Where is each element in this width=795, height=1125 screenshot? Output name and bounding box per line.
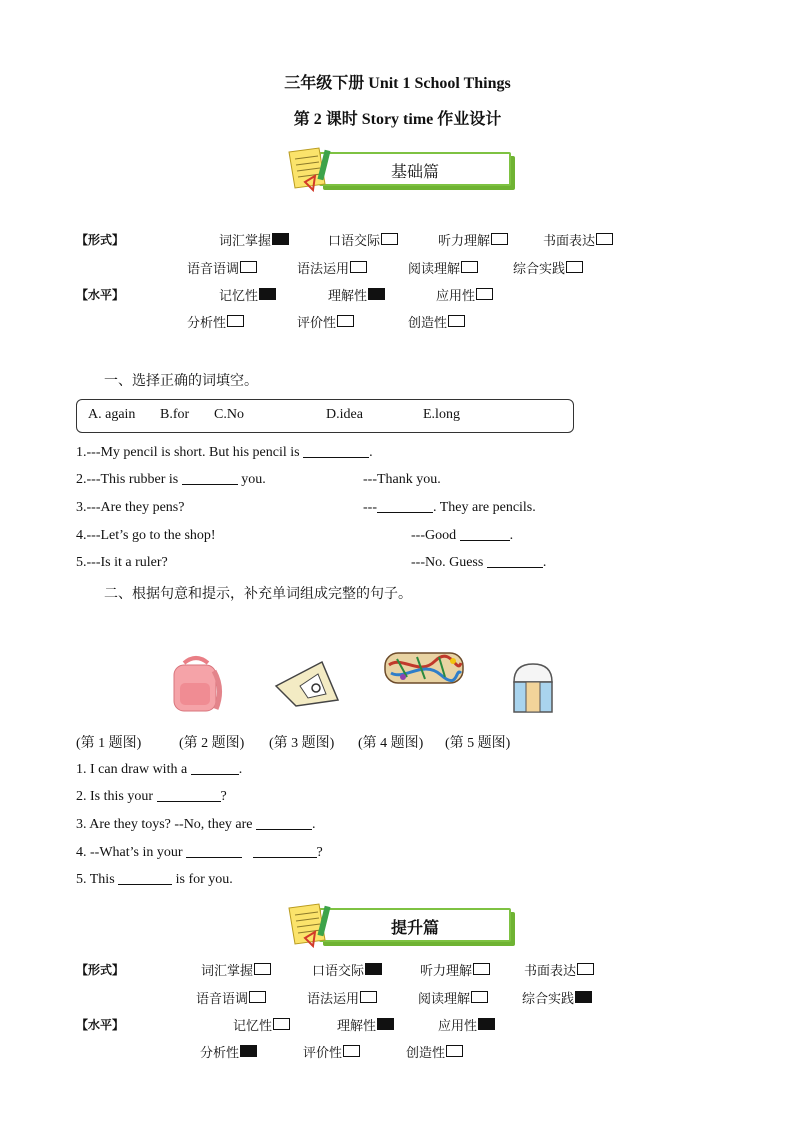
checkbox-label: 创造性: [408, 316, 448, 331]
reply-5: ---No. Guess .: [411, 555, 547, 570]
checkbox-label: 词汇掌握: [219, 234, 272, 249]
checkbox-label: 词汇掌握: [201, 964, 254, 979]
pencil-case-icon: [383, 647, 467, 689]
form-label: 【形式】: [76, 233, 125, 247]
checkbox-option: [201, 960, 271, 979]
checkbox-option: [200, 1042, 257, 1061]
checked-box[interactable]: [368, 288, 385, 300]
checkbox-option: [187, 258, 257, 277]
picture-caption: (第 5 题图): [445, 736, 511, 751]
checkbox-option: [408, 312, 465, 331]
checkbox-option: [543, 230, 613, 249]
checkbox-label: 分析性: [200, 1046, 240, 1061]
word-option: E.long: [423, 407, 460, 422]
checkbox-label: 分析性: [187, 316, 227, 331]
question-2: 2.---This rubber is you.: [76, 472, 266, 487]
unchecked-box[interactable]: [227, 315, 244, 327]
picture-caption: (第 4 题图): [358, 736, 424, 751]
section1-heading: 一、选择正确的词填空。: [104, 373, 258, 389]
answer-blank[interactable]: [377, 500, 433, 513]
sentence-5: 5. This is for you.: [76, 872, 233, 887]
unchecked-box[interactable]: [240, 261, 257, 273]
checkbox-option: [438, 1015, 495, 1034]
checkbox-label: 理解性: [328, 289, 368, 304]
answer-blank[interactable]: [460, 528, 510, 541]
page-subtitle: 第 2 课时 Story time 作业设计: [293, 111, 502, 128]
question-1: 1.---My pencil is short. But his pencil is .: [76, 445, 373, 460]
section-banner-basic: [285, 146, 515, 190]
checkbox-option: [418, 988, 488, 1007]
checkbox-option: [337, 1015, 394, 1034]
checkbox-option: [303, 1042, 360, 1061]
question-3: 3.---Are they pens?: [76, 500, 185, 515]
unchecked-box[interactable]: [249, 991, 266, 1003]
checkbox-label: 口语交际: [328, 234, 381, 249]
answer-blank[interactable]: [191, 762, 239, 775]
checkbox-label: 语法运用: [307, 992, 360, 1007]
question-5: 5.---Is it a ruler?: [76, 555, 168, 570]
question-4: 4.---Let’s go to the shop!: [76, 528, 216, 543]
checkbox-label: 综合实践: [522, 992, 575, 1007]
unchecked-box[interactable]: [471, 991, 488, 1003]
answer-blank[interactable]: [186, 845, 242, 858]
reply-2: ---Thank you.: [363, 472, 441, 487]
checkbox-label: 阅读理解: [418, 992, 471, 1007]
picture-caption: (第 1 题图): [76, 736, 142, 751]
sentence-4: 4. --What’s in your ?: [76, 845, 323, 860]
checked-box[interactable]: [365, 963, 382, 975]
answer-blank[interactable]: [253, 845, 317, 858]
checkbox-option: [406, 1042, 463, 1061]
unchecked-box[interactable]: [273, 1018, 290, 1030]
checkbox-label: 应用性: [436, 289, 476, 304]
checkbox-label: 记忆性: [219, 289, 259, 304]
checkbox-option: [187, 312, 244, 331]
unchecked-box[interactable]: [448, 315, 465, 327]
checkbox-label: 评价性: [303, 1046, 343, 1061]
word-option: C.No: [214, 407, 244, 422]
checkbox-label: 书面表达: [543, 234, 596, 249]
unchecked-box[interactable]: [343, 1045, 360, 1057]
checked-box[interactable]: [272, 233, 289, 245]
checkbox-option: [312, 960, 382, 979]
sentence-1: 1. I can draw with a .: [76, 762, 243, 777]
checkbox-option: [233, 1015, 290, 1034]
checkbox-option: [522, 988, 592, 1007]
pencil-sharpener-bag-icon: [510, 662, 556, 714]
checked-box[interactable]: [478, 1018, 495, 1030]
checkbox-label: 综合实践: [513, 262, 566, 277]
checkbox-option: [438, 230, 508, 249]
checked-box[interactable]: [259, 288, 276, 300]
checkbox-label: 应用性: [438, 1019, 478, 1034]
checkbox-label: 书面表达: [524, 964, 577, 979]
checkbox-label: 记忆性: [233, 1019, 273, 1034]
picture-caption: (第 2 题图): [179, 736, 245, 751]
checkbox-option: [307, 988, 377, 1007]
checked-box[interactable]: [240, 1045, 257, 1057]
checked-box[interactable]: [575, 991, 592, 1003]
page-title: 三年级下册 Unit 1 School Things: [284, 75, 511, 92]
checkbox-option: [196, 988, 266, 1007]
checkbox-label: 听力理解: [438, 234, 491, 249]
sentence-3: 3. Are they toys? --No, they are .: [76, 817, 316, 832]
checkbox-label: 阅读理解: [408, 262, 461, 277]
unchecked-box[interactable]: [476, 288, 493, 300]
unchecked-box[interactable]: [446, 1045, 463, 1057]
answer-blank[interactable]: [487, 555, 543, 568]
banner-label: 基础篇: [390, 162, 439, 181]
unchecked-box[interactable]: [461, 261, 478, 273]
checkbox-option: [297, 258, 367, 277]
unchecked-box[interactable]: [254, 963, 271, 975]
form-label: 【形式】: [76, 963, 125, 977]
banner-label: 提升篇: [390, 918, 439, 937]
checkbox-label: 创造性: [406, 1046, 446, 1061]
unchecked-box[interactable]: [491, 233, 508, 245]
answer-blank[interactable]: [182, 472, 238, 485]
answer-blank[interactable]: [157, 789, 221, 802]
word-option: B.for: [160, 407, 190, 422]
word-bank-box: [76, 399, 574, 433]
checked-box[interactable]: [377, 1018, 394, 1030]
section-banner-advanced: [285, 902, 515, 946]
checkbox-option: [219, 230, 289, 249]
unchecked-box[interactable]: [577, 963, 594, 975]
unchecked-box[interactable]: [360, 991, 377, 1003]
checkbox-label: 语法运用: [297, 262, 350, 277]
checkbox-option: [524, 960, 594, 979]
notepad-pencil-icon: [285, 146, 337, 192]
level-label: 【水平】: [76, 1018, 125, 1032]
unchecked-box[interactable]: [596, 233, 613, 245]
set-square-icon: [274, 660, 342, 710]
checkbox-option: [408, 258, 478, 277]
answer-blank[interactable]: [118, 872, 172, 885]
checkbox-option: [328, 285, 385, 304]
word-option: D.idea: [326, 407, 363, 422]
reply-3: --- . They are pencils.: [363, 500, 536, 515]
checkbox-label: 理解性: [337, 1019, 377, 1034]
picture-caption: (第 3 题图): [269, 736, 335, 751]
section2-heading: 二、根据句意和提示，补充单词组成完整的句子。: [104, 586, 412, 602]
word-option: A. again: [88, 407, 136, 422]
answer-blank[interactable]: [256, 817, 312, 830]
checkbox-option: [513, 258, 583, 277]
unchecked-box[interactable]: [381, 233, 398, 245]
notepad-pencil-icon: [285, 902, 337, 948]
checkbox-label: 语音语调: [196, 992, 249, 1007]
sentence-2: 2. Is this your ?: [76, 789, 227, 804]
unchecked-box[interactable]: [350, 261, 367, 273]
checkbox-label: 评价性: [297, 316, 337, 331]
checkbox-option: [297, 312, 354, 331]
checkbox-label: 口语交际: [312, 964, 365, 979]
checkbox-label: 语音语调: [187, 262, 240, 277]
answer-blank[interactable]: [303, 445, 369, 458]
backpack-icon: [168, 655, 226, 715]
level-label: 【水平】: [76, 288, 125, 302]
unchecked-box[interactable]: [337, 315, 354, 327]
checkbox-option: [328, 230, 398, 249]
checkbox-option: [219, 285, 276, 304]
checkbox-option: [420, 960, 490, 979]
checkbox-option: [436, 285, 493, 304]
unchecked-box[interactable]: [473, 963, 490, 975]
unchecked-box[interactable]: [566, 261, 583, 273]
reply-4: ---Good .: [411, 528, 514, 543]
checkbox-label: 听力理解: [420, 964, 473, 979]
